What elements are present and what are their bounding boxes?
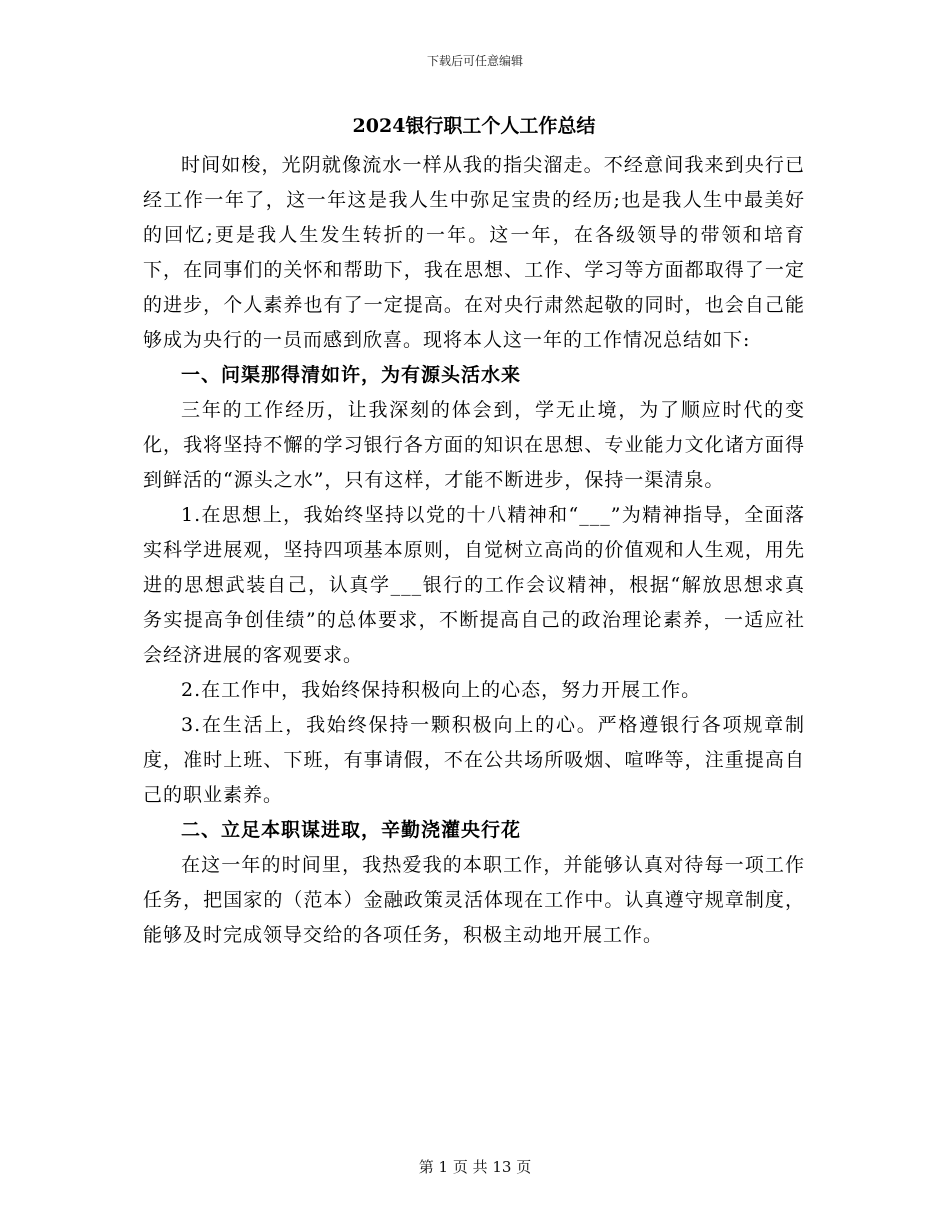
section-2-paragraph: 在这一年的时间里，我热爱我的本职工作，并能够认真对待每一项工作任务，把国家的（范本）金融政策灵活体现在工作中。认真遵守规章制度，能够及时完成领导交给的各项任务，积极主动地开展工作。 bbox=[143, 854, 805, 946]
page-number-footer: 第 1 页 共 13 页 bbox=[418, 1158, 532, 1176]
header-note: 下载后可任意编辑 bbox=[426, 54, 523, 68]
intro-paragraph: 时间如梭，光阴就像流水一样从我的指尖溜走。不经意间我来到央行已经工作一年了，这一年这是我人生中弥足宝贵的经历;也是我人生中最美好的回忆;更是我人生发生转折的一年。这一年，在各级领导的带领和培育下，在同事们的关怀和帮助下，我在思想、工作、学习等方面都取得了一定的进步，个人素养也有了一定提高。在对央行肃然起敬的同时，也会自己能够成为央行的一员而感到欣喜。现将本人这一年的工作情况总结如下: bbox=[143, 154, 805, 351]
item-2-paragraph: 2.在工作中，我始终保持积极向上的心态，努力开展工作。 bbox=[181, 679, 702, 701]
document-body bbox=[143, 110, 805, 953]
section-1-paragraph: 三年的工作经历，让我深刻的体会到，学无止境，为了顺应时代的变化，我将坚持不懈的学习银行各方面的知识在思想、专业能力文化诸方面得到鲜活的“源头之水”，只有这样，才能不断进步，保持一渠清泉。 bbox=[143, 399, 805, 491]
item-3-paragraph: 3.在生活上，我始终保持一颗积极向上的心。严格遵银行各项规章制度，准时上班、下班，有事请假，不在公共场所吸烟、喧哗等，注重提高自己的职业素养。 bbox=[143, 714, 805, 806]
section-heading-1: 一、问渠那得清如许，为有源头活水来 bbox=[181, 364, 522, 386]
section-heading-2: 二、立足本职谋进取，辛勤浇灌央行花 bbox=[181, 819, 522, 841]
document-title: 2024银行职工个人工作总结 bbox=[352, 115, 596, 137]
item-1-paragraph: 1.在思想上，我始终坚持以党的十八精神和“___”为精神指导，全面落实科学进展观，坚持四项基本原则，自觉树立高尚的价值观和人生观，用先进的思想武装自己，认真学___银行的工作会议精神，根据“解放思想求真务实提高争创佳绩”的总体要求，不断提高自己的政治理论素养，一适应社会经济进展的客观要求。 bbox=[143, 504, 805, 666]
